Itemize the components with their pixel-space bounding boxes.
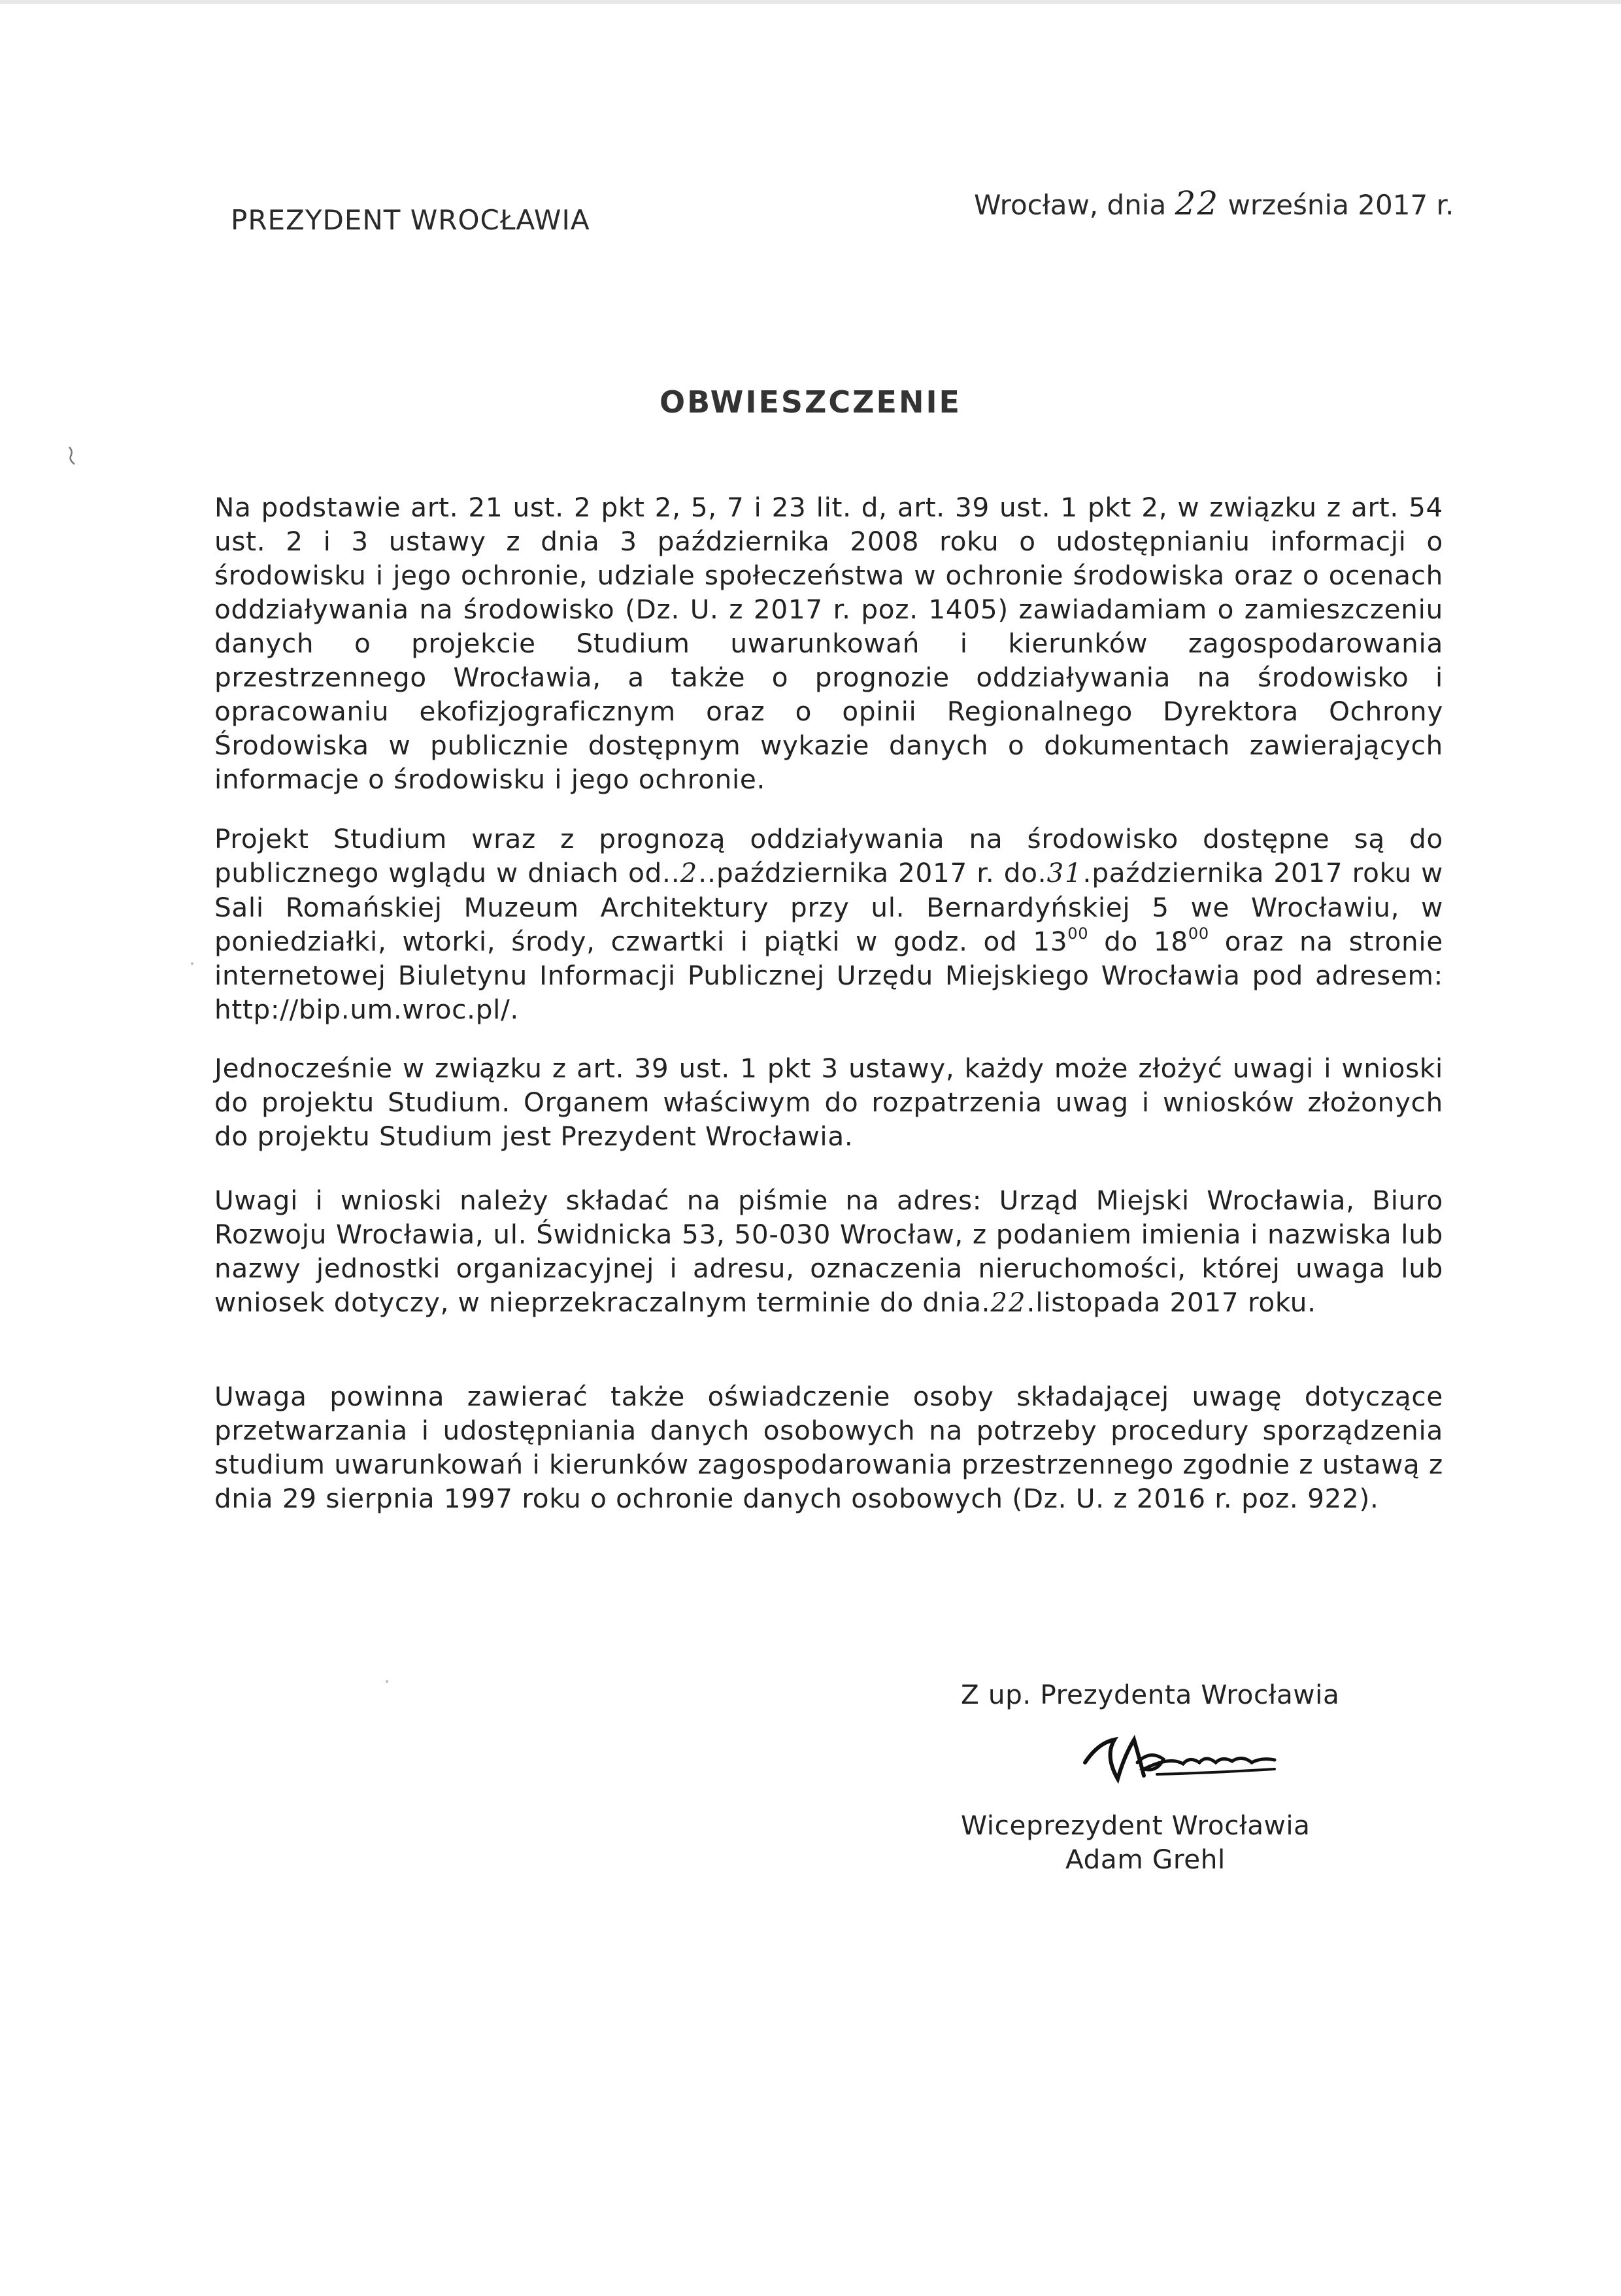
paragraph-2-part-c: października 2017 roku w Sali Romańskiej Muzeum Architektury przy ul. Bernardyńskiej 5 we Wrocławiu, w poniedziałki, wtorki, środy, czwartki i piątki w godz. od 13 [214, 857, 1444, 957]
scan-edge [0, 0, 1621, 4]
paragraph-3-text: Jednocześnie w związku z art. 39 ust. 1 pkt 3 ustawy, każdy może złożyć uwagi i wnioski do projektu Studium. Organem właściwym do rozpatrzenia uwag i wniosków złożonych do projektu Studium jest Prezydent Wrocławia. [214, 1053, 1443, 1152]
paragraph-1-text: Na podstawie art. 21 ust. 2 pkt 2, 5, 7 i 23 lit. d, art. 39 ust. 1 pkt 2, w związku z art. 54 ust. 2 i 3 ustawy z dnia 3 października 2008 roku o udostępnianiu informacji o środowisku i jego ochronie, udziale społeczeństwa w ochronie środowiska oraz o ocenach oddziaływania na środowisko (Dz. U. z 2017 r. poz. 1405) zawiadamiam o zamieszczeniu danych o projekcie Studium uwarunkowań i kierunków zagospodarowania przestrzennego Wrocławia, a także o prognozie oddziaływania na środowisko i opracowaniu ekofizjograficznym oraz o opinii Regionalnego Dyrektora Ochrony Środowiska w publicznie dostępnym wykazie danych o dokumentach zawierających informacje o środowisku i jego ochronie. [214, 492, 1443, 795]
paragraph-5-text: Uwaga powinna zawierać także oświadczenie osoby składającej uwagę dotyczące przetwarzania i udostępniania danych osobowych na potrzeby procedury sporządzenia studium uwarunkowań i kierunków zagospodarowania przestrzennego zgodnie z ustawą z dnia 29 sierpnia 1997 roku o ochronie danych osobowych (Dz. U. z 2016 r. poz. 922). [214, 1381, 1443, 1514]
paragraph-public-viewing: Projekt Studium wraz z prognozą oddziaływania na środowisko dostępne są do publicznego wglądu w dniach od..2..października 2017 r. do.31.października 2017 roku w Sali Romańskiej Muzeum Architektury przy ul. Bernardyńskiej 5 we Wrocławiu, w poniedziałki, wtorki, środy, czwartki i piątki w godz. od $13^{00}$ do $18^{00}$ oraz na stronie internetowej Biuletynu Informacji Publicznej Urzędu Miejskiego Wrocławia pod adresem: http://bip.um.wroc.pl/. [214, 823, 1444, 1025]
handwritten-start-day: 2 [680, 858, 699, 888]
scan-speck [386, 1680, 388, 1683]
paragraph-4-part-b: listopada 2017 roku. [1035, 1287, 1316, 1318]
scan-speck [191, 962, 193, 965]
paragraph-submission-address: Uwagi i wnioski należy składać na piśmie na adres: Urząd Miejski Wrocławia, Biuro Rozwoju Wrocławia, ul. Świdnicka 53, 50-030 Wrocław, z podaniem imienia i nazwiska lub nazwy jednostki organizacyjnej i adresu, oznaczenia nieruchomości, której uwaga lub wniosek dotyczy, w nieprzekraczalnym terminie do dnia.22.listopada 2017 roku. [214, 1185, 1443, 1318]
date-suffix: września 2017 r. [1228, 189, 1454, 221]
paragraph-2-part-a: Projekt Studium wraz z prognozą oddziaływania na środowisko dostępne są do publicznego wglądu w dniach od [214, 823, 1443, 888]
paragraph-2-part-d: do 18 [1088, 926, 1188, 957]
paragraph-right-to-comment [214, 1051, 1443, 1153]
paragraph-4-part-a: Uwagi i wnioski należy składać na piśmie na adres: Urząd Miejski Wrocławia, Biuro Rozwoju Wrocławia, ul. Świdnicka 53, 50-030 Wrocław, z podaniem imienia i nazwiska lub nazwy jednostki organizacyjnej i adresu, oznaczenia nieruchomości, której uwaga lub wniosek dotyczy, w nieprzekraczalnym terminie do dnia [214, 1185, 1443, 1318]
signature-office: Wiceprezydent Wrocławia [961, 1810, 1311, 1841]
paragraph-2-part-b: października 2017 r. do [716, 857, 1038, 888]
hour-to-superscript: 00 [1188, 924, 1209, 943]
hour-from-superscript: 00 [1067, 924, 1089, 943]
paragraph-2-part-e: oraz na stronie internetowej Biuletynu Informacji Publicznej Urzędu Miejskiego Wrocławia pod adresem: http://bip.um.wroc.pl/. [214, 926, 1443, 1025]
signature-authority: Z up. Prezydenta Wrocławia [961, 1679, 1340, 1710]
date-line [974, 184, 1454, 222]
dot-fill: .. [662, 857, 680, 888]
handwritten-date-day: 22 [1175, 184, 1220, 222]
scan-artifact-mark [65, 445, 81, 468]
paragraph-legal-basis [214, 490, 1443, 796]
issuer: PREZYDENT WROCŁAWIA [231, 204, 590, 236]
date-prefix: Wrocław, dnia [974, 189, 1167, 221]
paragraph-data-protection [214, 1379, 1443, 1515]
signature-name: Adam Grehl [1065, 1844, 1226, 1875]
handwritten-deadline-day: 22 [990, 1288, 1027, 1318]
handwritten-signature [1078, 1717, 1288, 1795]
handwritten-end-day: 31 [1046, 858, 1083, 888]
page-title: OBWIESZCZENIE [660, 384, 961, 420]
